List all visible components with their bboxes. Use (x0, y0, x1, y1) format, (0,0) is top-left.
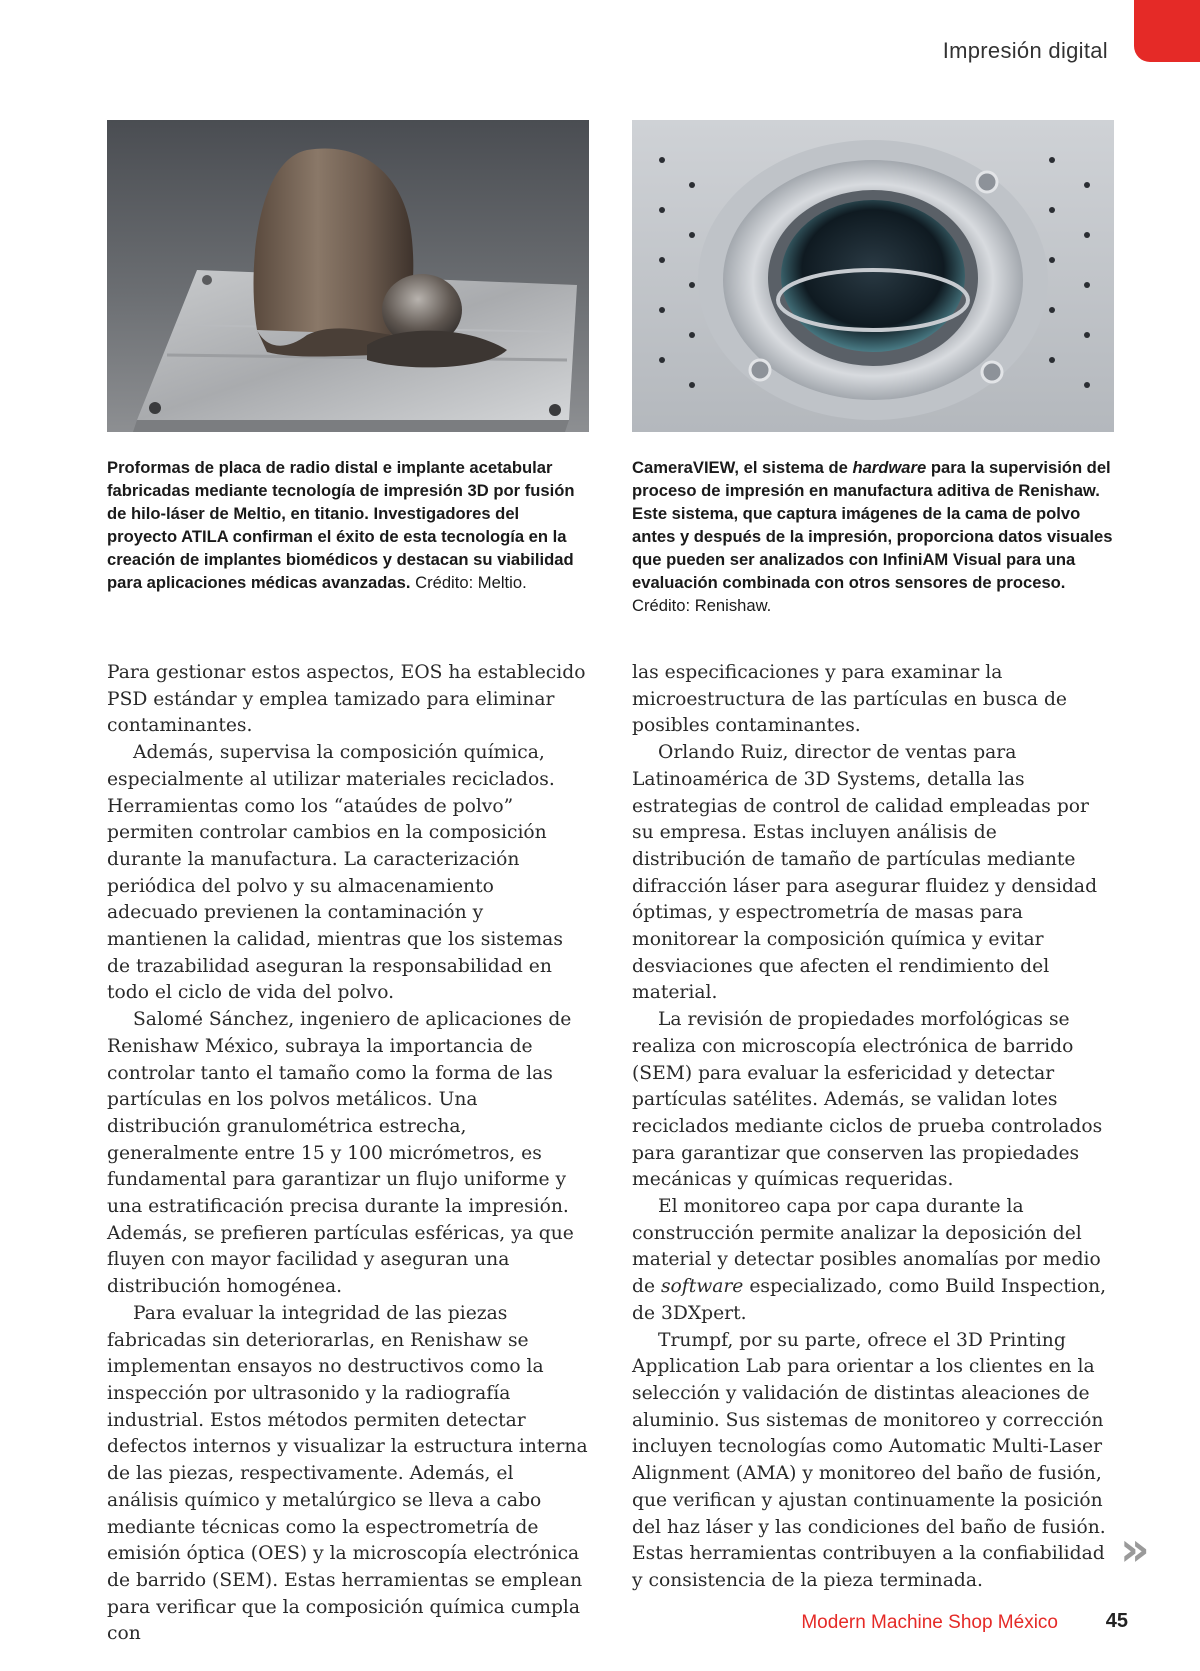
paragraph: Para gestionar estos aspectos, EOS ha establecido PSD estándar y emplea tamizado para eliminar contaminantes. (107, 662, 586, 737)
section-tab (1134, 0, 1200, 62)
paragraph-part: especializado, como Build Inspection, de 3DXpert. (632, 1276, 1107, 1324)
paragraph-part: El monitoreo capa por capa durante la construcción permite analizar la deposición del material y detectar posibles anomalías por medio de (632, 1196, 1101, 1298)
paragraph: Además, supervisa la composición química, especialmente al utilizar materiales reciclados. Herramientas como los “ataúdes de polvo” permiten controlar cambios en la composición durante la manufactura. La caracterización periódica del polvo y su almacenamiento adecuado previenen la contaminación y mantienen la calidad, mientras que los sistemas de trazabilidad aseguran la responsabilidad en todo el ciclo de vida del polvo. (107, 742, 563, 1004)
section-label: Impresión digital (942, 38, 1108, 63)
caption-left-text: Proformas de placa de radio distal e implante acetabular fabricadas mediante tecnología de impresión 3D por fusión de hilo-láser de Meltio, en titanio. Investigadores del proyecto ATILA confirman el éxito de esta tecnología en la creación de implantes biomédicos y destacan su viabilidad para aplicaciones médicas avanzadas. (107, 458, 575, 592)
paragraph (632, 1194, 1114, 1328)
caption-right (632, 456, 1114, 617)
double-chevron-right-icon: » (1120, 1522, 1150, 1576)
caption-right-part1: CameraVIEW, el sistema de (632, 458, 853, 477)
paragraph: La revisión de propiedades morfológicas se realiza con microscopía electrónica de barrido (SEM) para evaluar la esfericidad y detectar partículas satélites. Además, se validan lotes reciclados mediante ciclos de prueba controlados para garantizar que conserven las propiedades mecánicas y químicas requeridas. (632, 1009, 1103, 1191)
caption-left-credit: Crédito: Meltio. (415, 573, 527, 592)
paragraph: Salomé Sánchez, ingeniero de aplicaciones de Renishaw México, subraya la importancia de controlar tanto el tamaño como la forma de las partículas en los polvos metálicos. Una distribución granulométrica estrecha, generalmente entre 15 y 100 micrómetros, es fundamental para garantizar un flujo uniforme y una estratificación precisa durante la impresión. Además, se prefieren partículas esféricas, ya que fluyen con mayor facilidad y aseguran una distribución homogénea. (107, 1009, 574, 1298)
caption-right-part2: para la supervisión del proceso de impresión en manufactura aditiva de Renishaw. Este sistema, que captura imágenes de la cama de polvo antes y después de la impresión, proporciona datos visuales que pueden ser analizados con InfiniAM Visual para una evaluación combinada con otros sensores de proceso. (632, 458, 1113, 592)
page-number: 45 (1105, 1610, 1128, 1632)
paragraph: Orlando Ruiz, director de ventas para Latinoamérica de 3D Systems, detalla las estrategias de control de calidad empleadas por su empresa. Estas incluyen análisis de distribución de tamaño de partículas mediante difracción láser para asegurar fluidez y densidad óptimas, y espectrometría de masas para monitorear la composición química y evitar desviaciones que afecten el rendimiento del material. (632, 742, 1098, 1004)
publication-name: Modern Machine Shop México (801, 1612, 1058, 1633)
body-column-left (107, 660, 589, 1648)
caption-right-credit: Crédito: Renishaw. (632, 596, 772, 615)
paragraph: las especificaciones y para examinar la microestructura de las partículas en busca de posibles contaminantes. (632, 662, 1067, 737)
paragraph-italic: software (660, 1276, 744, 1298)
body-column-right (632, 660, 1114, 1595)
paragraph: Para evaluar la integridad de las piezas fabricadas sin deteriorarlas, en Renishaw se implementan ensayos no destructivos como la inspección por ultrasonido y la radiografía industrial. Estos métodos permiten detectar defectos internos y visualizar la estructura interna de las piezas, respectivamente. Además, el análisis químico y metalúrgico se lleva a cabo mediante técnicas como la espectrometría de emisión óptica (OES) y la microscopía electrónica de barrido (SEM). Estas herramientas se emplean para verificar que la composición química cumpla con (107, 1302, 588, 1645)
photo-meltio-implants (107, 120, 589, 432)
photo-cameraview (632, 120, 1114, 432)
caption-right-italic: hardware (852, 458, 927, 477)
caption-left (107, 456, 589, 594)
paragraph: Trumpf, por su parte, ofrece el 3D Printing Application Lab para orientar a los clientes en la selección y validación de distintas aleaciones de aluminio. Sus sistemas de monitoreo y corrección incluyen tecnologías como Automatic Multi-Laser Alignment (AMA) y monitoreo del baño de fusión, que verifican y ajustan continuamente la posición del haz láser y las condiciones del baño de fusión. Estas herramientas contribuyen a la confiabilidad y consistencia de la pieza terminada. (632, 1329, 1106, 1591)
